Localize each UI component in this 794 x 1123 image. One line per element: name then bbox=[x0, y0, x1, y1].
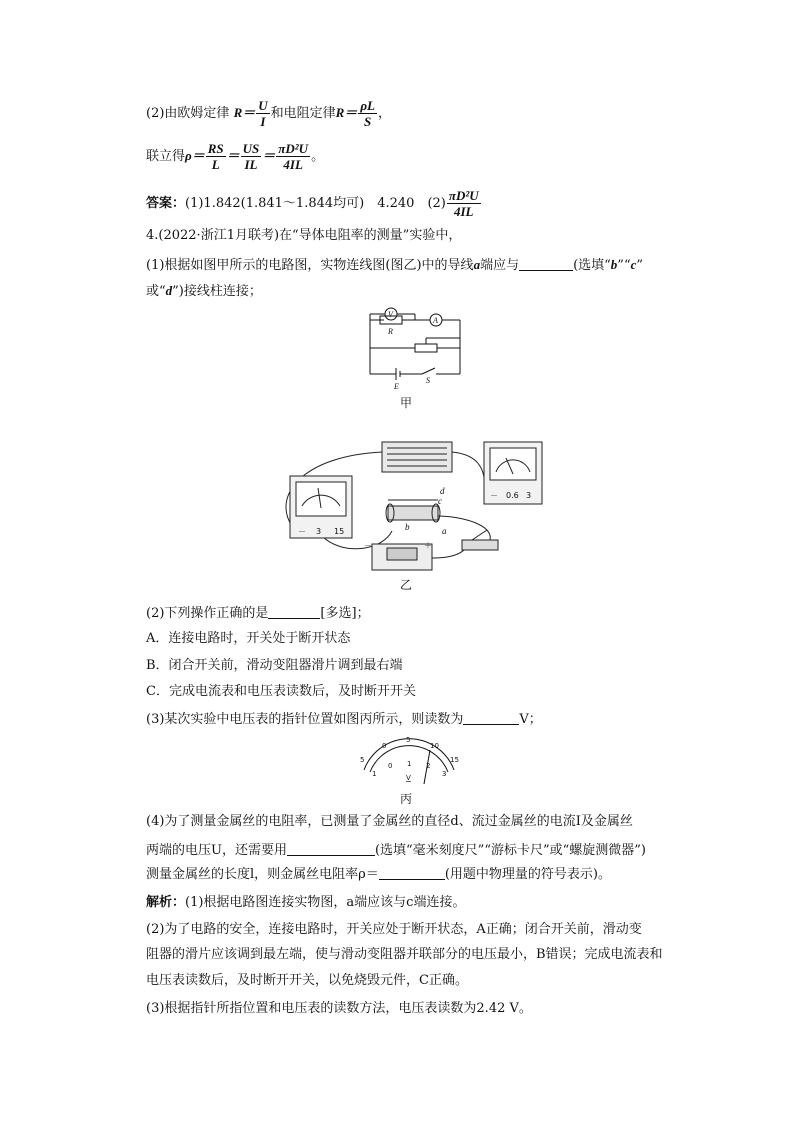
S-label: S bbox=[426, 376, 430, 385]
fraction-rhoL-over-S: $\frac{\rho L}{S}$ bbox=[360, 98, 375, 129]
text: 联立得 bbox=[146, 149, 186, 164]
scale-bottom-4: 3 bbox=[442, 770, 447, 778]
solution-line1: 解析：(1)根据电路图连接实物图，a端应该与c端连接。 bbox=[146, 895, 466, 910]
scale-bottom-1: 0 bbox=[388, 762, 393, 770]
part1-line2: 或“d”)接线柱连接； bbox=[146, 283, 262, 299]
battery-minus: － bbox=[364, 541, 372, 550]
part4-line1: (4)为了测量金属丝的电阻率，已测量了金属丝的直径d、流过金属丝的电流I及金属丝 bbox=[146, 814, 633, 829]
formula-text: ρ＝ bbox=[185, 148, 205, 163]
solution-label: 解析： bbox=[146, 895, 186, 910]
answer-blank[interactable] bbox=[379, 865, 445, 880]
fraction: $\frac{\text{πD²U}}{4IL}$ bbox=[448, 188, 479, 219]
scale-top-1: 0 bbox=[382, 742, 387, 750]
solution-line4: 电压表读数后，及时断开开关，以免烧毁元件，C正确。 bbox=[146, 973, 468, 988]
scale-top-0: 5 bbox=[360, 756, 365, 764]
formula-text: ＝ bbox=[262, 148, 276, 163]
part2-line: (2)下列操作正确的是 [多选]； bbox=[146, 606, 370, 621]
fraction: $\frac{US}{IL}$ bbox=[242, 141, 260, 172]
scale-bottom-2: 1 bbox=[407, 760, 412, 768]
answer-text: (1)1.842(1.841～1.844均可) 4.240 (2) bbox=[185, 196, 446, 211]
amm-terminal-minus: － bbox=[490, 491, 498, 500]
R-label: R bbox=[388, 327, 393, 336]
volt-terminal-3: 3 bbox=[316, 527, 322, 536]
terminal-d: d bbox=[440, 486, 445, 496]
answer-blank[interactable] bbox=[268, 604, 320, 619]
fraction-U-over-I: $\frac{U}{I}$ bbox=[258, 98, 268, 129]
scale-top-2: 5 bbox=[406, 736, 411, 744]
combine-line bbox=[146, 141, 324, 172]
solution-line2: (2)为了电路的安全，连接电路时，开关应处于断开状态，A正确；闭合开关前，滑动变 bbox=[146, 922, 642, 937]
wire-a: a bbox=[442, 526, 447, 536]
V-label: V bbox=[388, 310, 393, 319]
A-label: A bbox=[433, 316, 438, 325]
part4-line2: 两端的电压U，还需要用 (选填“毫米刻度尺”“游标卡尺”或“螺旋测微器”) bbox=[146, 843, 646, 858]
option-a: A．连接电路时，开关处于断开状态 bbox=[146, 631, 351, 646]
formula-text: R＝ bbox=[233, 105, 256, 120]
option-c: C．完成电流表和电压表读数后，及时断开开关 bbox=[146, 684, 416, 699]
answer-blank[interactable] bbox=[519, 256, 573, 271]
solution-line5: (3)根据指针所指位置和电压表的读数方法，电压表读数为2.42 V。 bbox=[146, 1001, 532, 1016]
scale-bottom-0: 1 bbox=[372, 770, 377, 778]
text: (2)由欧姆定律 bbox=[146, 106, 230, 121]
question-title: 4.(2022·浙江1月联考)在“导体电阻率的测量”实验中， bbox=[146, 228, 462, 243]
part3-line: (3)某次实验中电压表的指针位置如图丙所示，则读数为 V； bbox=[146, 712, 542, 727]
formula-text: ＝ bbox=[226, 148, 240, 163]
option-b: B．闭合开关前，滑动变阻器滑片调到最右端 bbox=[146, 658, 403, 673]
figure-caption-bing: 丙 bbox=[400, 792, 413, 806]
derivation-line bbox=[146, 98, 391, 129]
scale-bottom-3: 2 bbox=[426, 762, 431, 770]
solution-line3: 阻器的滑片应该调到最左端，使与滑动变阻器并联部分的电压最小，B错误；完成电流表和 bbox=[146, 947, 663, 962]
scale-top-4: 15 bbox=[450, 756, 459, 764]
battery-plus: ＋ bbox=[424, 541, 432, 550]
formula-text: R＝ bbox=[335, 105, 358, 120]
text: 。 bbox=[311, 149, 325, 164]
volt-terminal-minus: － bbox=[298, 527, 306, 536]
answer-label: 答案： bbox=[146, 196, 186, 211]
E-label: E bbox=[394, 382, 399, 391]
figure-caption-yi: 乙 bbox=[400, 578, 413, 592]
part1-line1: (1)根据如图甲所示的电路图，实物连线图(图乙)中的导线a端应与 (选填“b”“c” bbox=[146, 257, 644, 273]
text: 和电阻定律 bbox=[270, 106, 336, 121]
amm-terminal-3: 3 bbox=[526, 491, 532, 500]
volt-terminal-15: 15 bbox=[334, 527, 345, 536]
voltmeter-dial bbox=[354, 734, 466, 790]
terminal-c: c bbox=[438, 496, 442, 506]
fraction: $\frac{\text{πD²U}}{4IL}$ bbox=[278, 141, 309, 172]
circuit-diagram bbox=[360, 304, 470, 394]
text: ， bbox=[377, 106, 391, 121]
terminal-b: b bbox=[405, 522, 410, 532]
part4-line3: 测量金属丝的长度l，则金属丝电阻率ρ＝ (用题中物理量的符号表示)。 bbox=[146, 867, 611, 882]
meter-unit: V bbox=[406, 774, 411, 782]
answer-blank[interactable] bbox=[287, 841, 375, 856]
apparatus-diagram bbox=[262, 436, 552, 576]
fraction: $\frac{RS}{L}$ bbox=[207, 141, 224, 172]
figure-caption-jia: 甲 bbox=[400, 396, 413, 410]
scale-top-3: 10 bbox=[430, 742, 439, 750]
answer-blank[interactable] bbox=[463, 710, 519, 725]
answer-line bbox=[146, 188, 482, 219]
amm-terminal-06: 0.6 bbox=[506, 491, 519, 500]
